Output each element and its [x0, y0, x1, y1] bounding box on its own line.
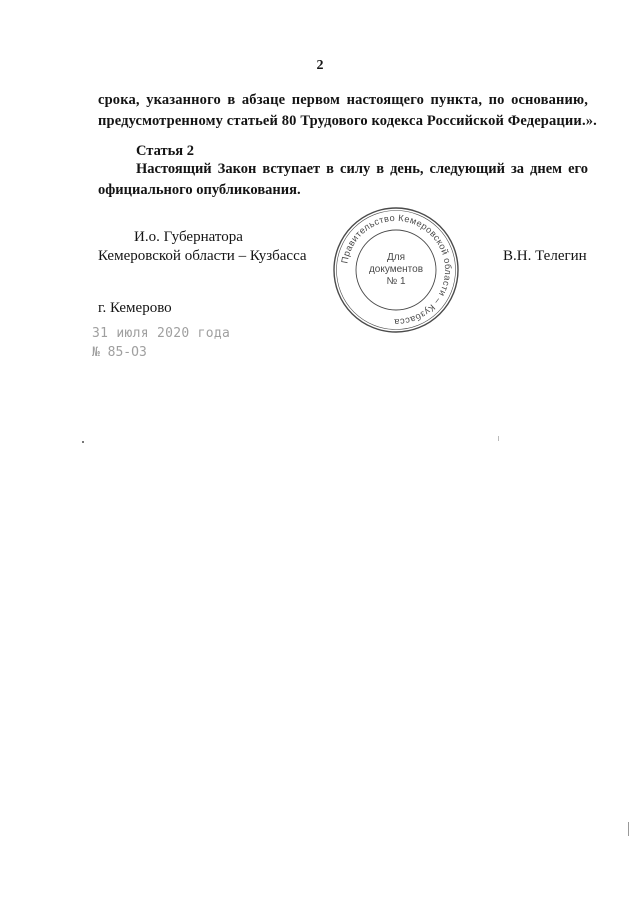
adoption-date: 31 июля 2020 года — [92, 326, 231, 341]
seal-center-line: № 1 — [386, 276, 406, 287]
amendment-paragraph — [98, 90, 597, 132]
official-seal — [331, 205, 461, 335]
scan-speck — [498, 436, 499, 441]
page-number: 2 — [316, 58, 324, 73]
paragraph-line: официального опубликования. — [98, 182, 301, 198]
signatory-title-line1: И.о. Губернатора — [134, 229, 243, 245]
article-heading: Статья 2 — [136, 143, 194, 159]
scan-speck — [628, 822, 629, 836]
article-text — [98, 159, 588, 201]
law-number: № 85-ОЗ — [92, 345, 147, 360]
signatory-name: В.Н. Телегин — [503, 248, 587, 264]
seal-ring-text: Правительство Кемеровской области – Кузбасса — [339, 212, 454, 328]
paragraph-line: Настоящий Закон вступает в силу в день, следующий за днем его — [136, 161, 588, 177]
paragraph-line: срока, указанного в абзаце первом настоящего пункта, по основанию, — [98, 92, 588, 108]
paragraph-line: предусмотренному статьей 80 Трудового кодекса Российской Федерации.». — [98, 113, 597, 129]
signatory-title-line2: Кемеровской области – Кузбасса — [98, 248, 307, 264]
scan-speck — [82, 441, 84, 443]
seal-center-line: документов — [368, 264, 424, 275]
city-location: г. Кемерово — [98, 300, 172, 316]
seal-center-line: Для — [386, 252, 406, 263]
